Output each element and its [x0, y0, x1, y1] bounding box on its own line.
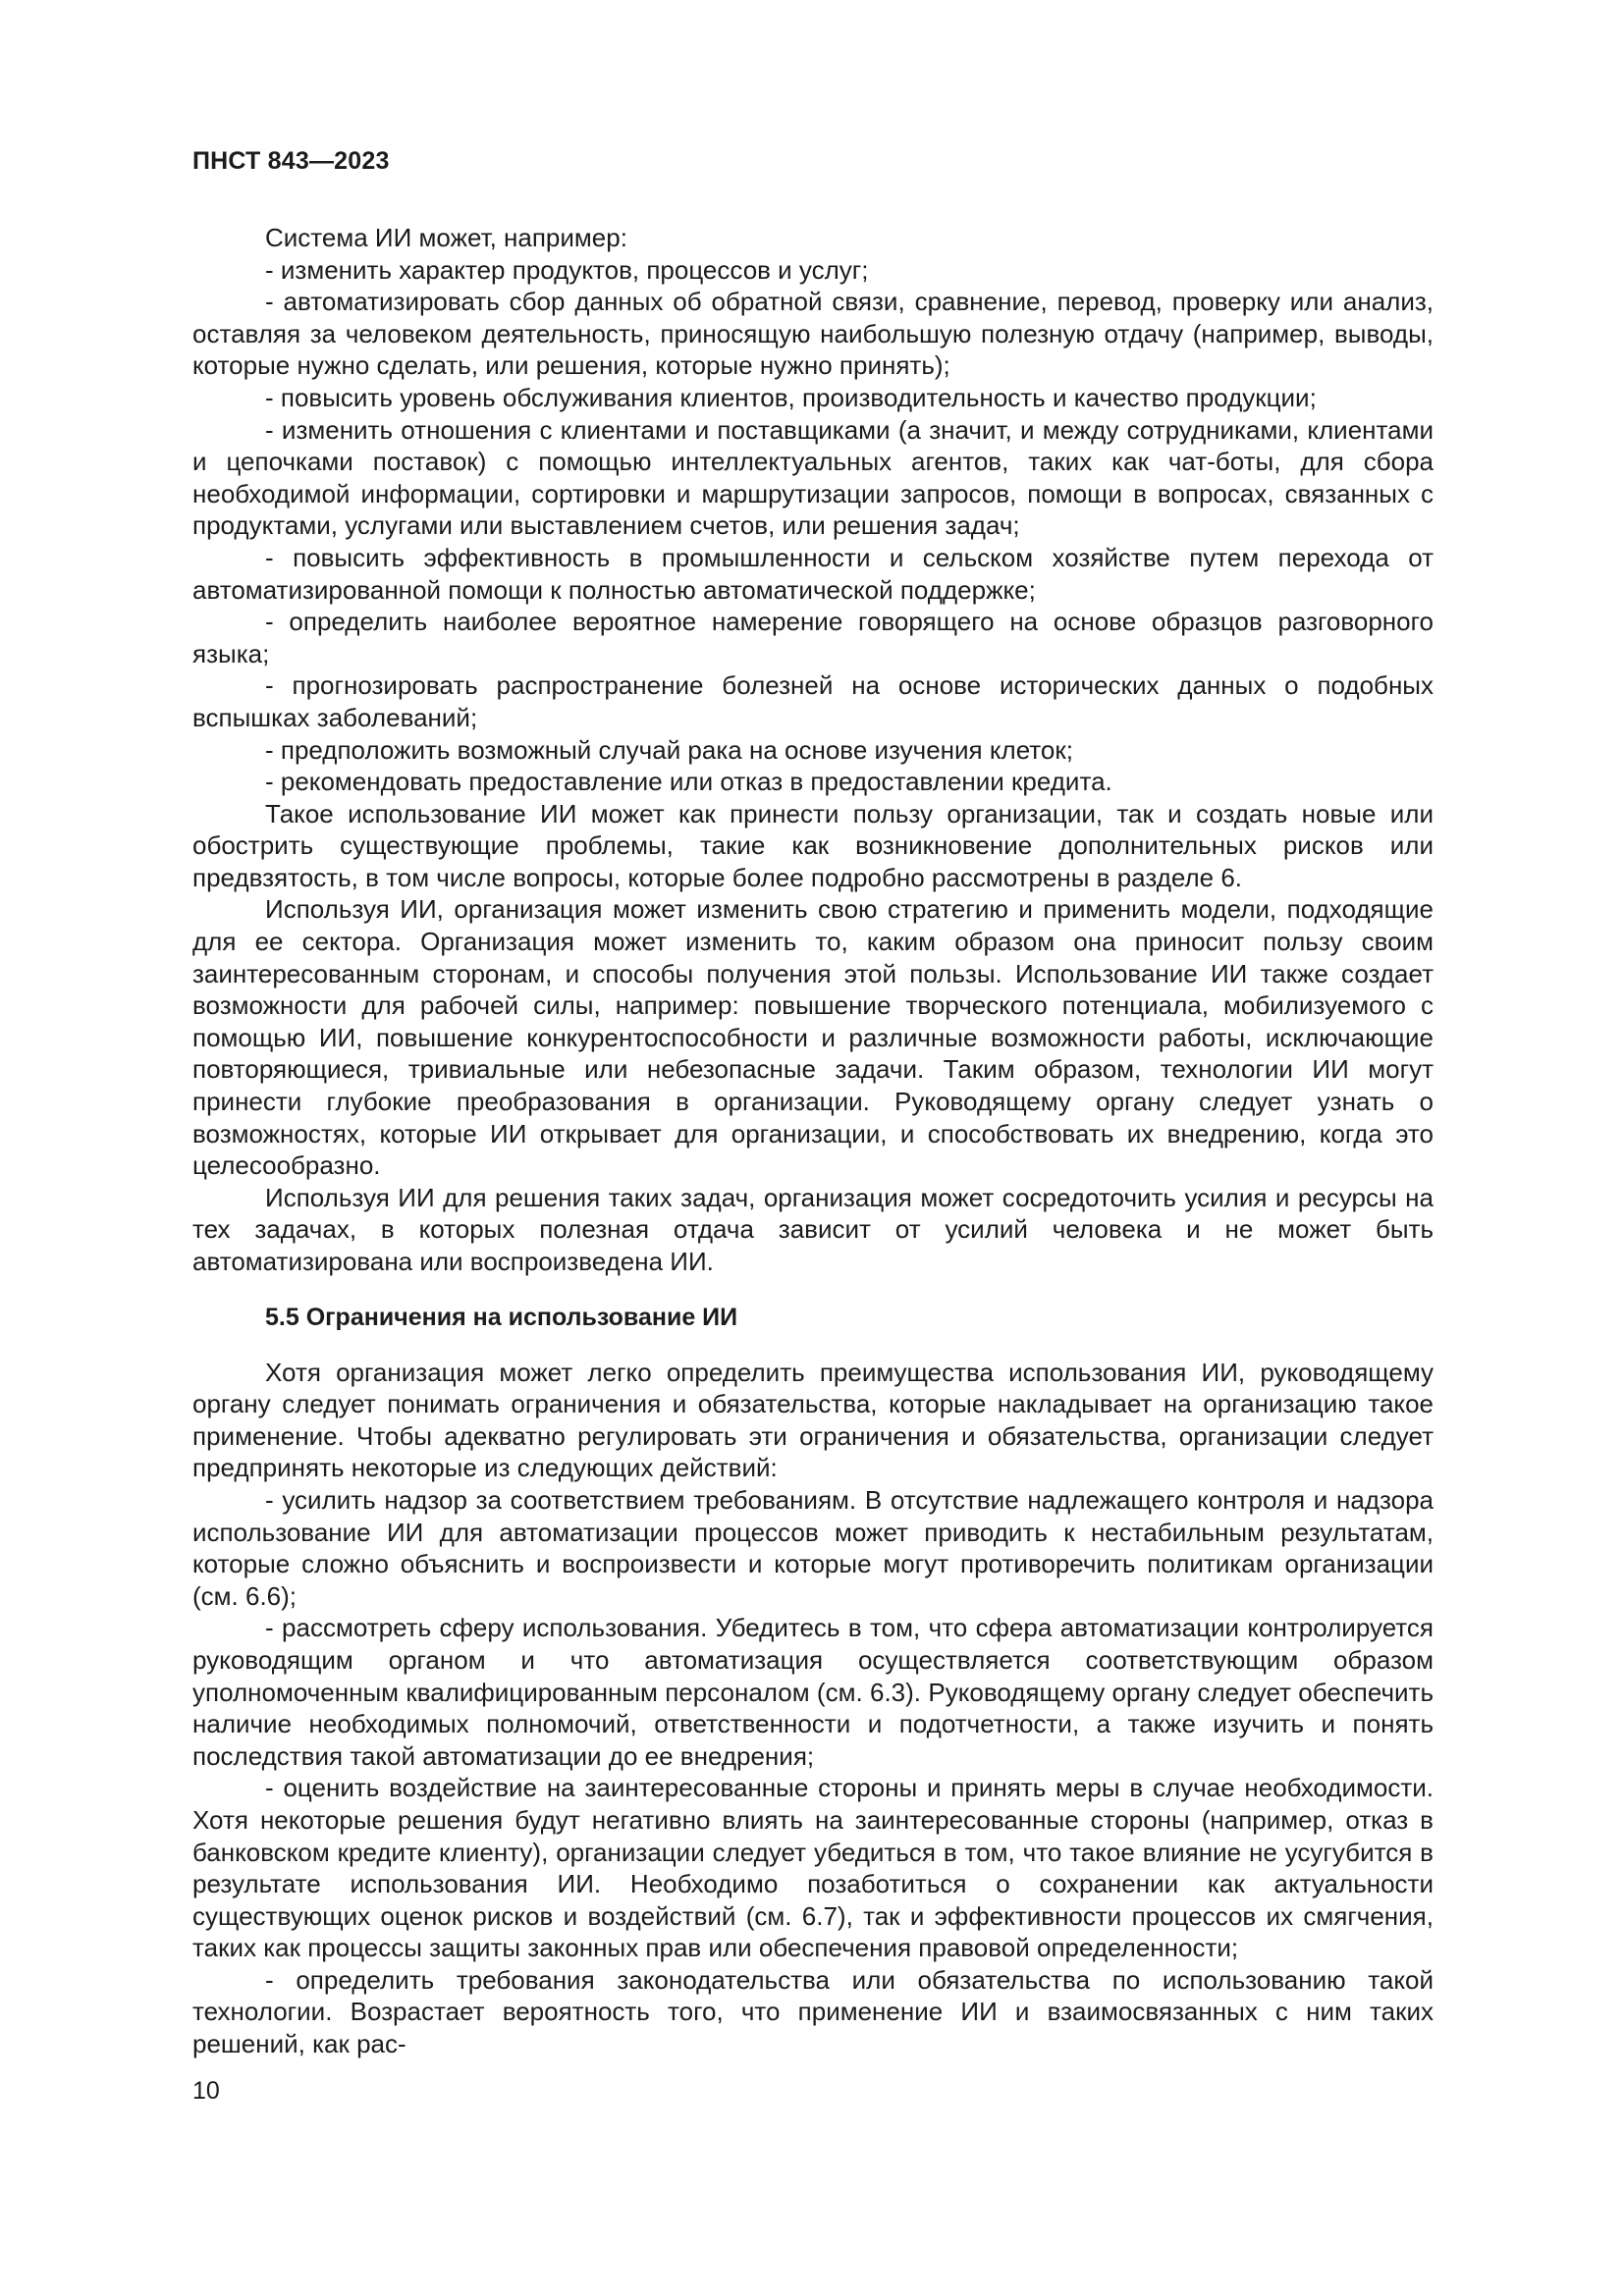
list-item: - усилить надзор за соответствием требованиям. В отсутствие надлежащего контроля и надзора использование ИИ для автоматизации процессов может приводить к нестабильным результатам, которые сложно объяснить и воспроизвести и которые могут противоречить политикам организации (см. 6.6); — [192, 1484, 1434, 1611]
paragraph: Система ИИ может, например: — [265, 223, 627, 252]
list-item: - автоматизировать сбор данных об обратной связи, сравнение, перевод, проверку или анализ, оставляя за человеком деятельность, приносящую наибольшую полезную отдачу (например, выводы, которые нужно сделать, или решения, которые нужно принять); — [192, 287, 1434, 381]
document-body — [192, 222, 1434, 2060]
document-code-header: ПНСТ 843—2023 — [192, 147, 390, 175]
paragraph: Такое использование ИИ может как принести пользу организации, так и создать новые или обострить существующие проблемы, такие как возникновение дополнительных рисков или предвзятость, в том числе вопросы, которые более подробно рассмотрены в разделе 6. — [192, 798, 1434, 892]
paragraph: Используя ИИ для решения таких задач, организация может сосредоточить усилия и ресурсы на тех задачах, в которых полезная отдача зависит от усилий человека и не может быть автоматизирована или воспроизведена ИИ. — [192, 1182, 1434, 1276]
list-item: - определить требования законодательства или обязательства по использованию такой технологии. Возрастает вероятность того, что применение ИИ и взаимосвязанных с ним таких решений, как рас- — [192, 1964, 1434, 2059]
list-item: - повысить эффективность в промышленности и сельском хозяйстве путем перехода от автоматизированной помощи к полностью автоматической поддержке; — [192, 542, 1434, 605]
list-item: - прогнозировать распространение болезней на основе исторических данных о подобных вспышках заболеваний; — [192, 670, 1434, 732]
list-item: - изменить отношения с клиентами и поставщиками (а значит, и между сотрудниками, клиентами и цепочками поставок) с помощью интеллектуальных агентов, таких как чат-боты, для сбора необходимой информации, сортировки и маршрутизации запросов, помощи в вопросах, связанных с продуктами, услугами или выставлением счетов, или решения задач; — [192, 414, 1434, 541]
list-item: - предположить возможный случай рака на основе изучения клеток; — [265, 734, 1073, 765]
section-heading: 5.5 Ограничения на использование ИИ — [265, 1303, 738, 1331]
list-item: - оценить воздействие на заинтересованные стороны и принять меры в случае необходимости. Хотя некоторые решения будут негативно влиять на заинтересованные стороны (например, отказ в банковском кредите клиенту), организации следует убедиться в том, что такое влияние не усугубится в результате использования ИИ. Необходимо позаботиться о сохранении как актуальности существующих оценок рисков и воздействий (см. 6.7), так и эффективности процессов их смягчения, таких как процессы защиты законных прав или обеспечения правовой определенности; — [192, 1773, 1434, 1963]
paragraph: Хотя организация может легко определить преимущества использования ИИ, руководящему органу следует понимать ограничения и обязательства, которые накладывает на организацию такое применение. Чтобы адекватно регулировать эти ограничения и обязательства, организации следует предпринять некоторые из следующих действий: — [192, 1357, 1434, 1483]
list-item: - изменить характер продуктов, процессов и услуг; — [265, 254, 869, 285]
paragraph: Используя ИИ, организация может изменить свою стратегию и применить модели, подходящие для ее сектора. Организация может изменить то, каким образом она приносит пользу своим заинтересованным сторонам, и способы получения этой пользы. Использование ИИ также создает возможности для рабочей силы, например: повышение творческого потенциала, мобилизуемого с помощью ИИ, повышение конкурентоспособности и различные возможности работы, исключающие повторяющиеся, тривиальные или небезопасные задачи. Таким образом, технологии ИИ могут принести глубокие преобразования в организации. Руководящему органу следует узнать о возможностях, которые ИИ открывает для организации, и способствовать их внедрению, когда это целесообразно. — [192, 894, 1434, 1181]
list-item: - определить наиболее вероятное намерение говорящего на основе образцов разговорного языка; — [192, 607, 1434, 668]
page-number: 10 — [192, 2077, 220, 2105]
list-item: - рекомендовать предоставление или отказ в предоставлении кредита. — [265, 767, 1112, 797]
list-item: - повысить уровень обслуживания клиентов, производительность и качество продукции; — [265, 382, 1317, 412]
list-item: - рассмотреть сферу использования. Убедитесь в том, что сфера автоматизации контролируется руководящим органом и что автоматизация осуществляется соответствующим образом уполномоченным квалифицированным персоналом (см. 6.3). Руководящему органу следует обеспечить наличие необходимых полномочий, ответственности и подотчетности, а также изучить и понять последствия такой автоматизации до ее внедрения; — [192, 1613, 1434, 1771]
